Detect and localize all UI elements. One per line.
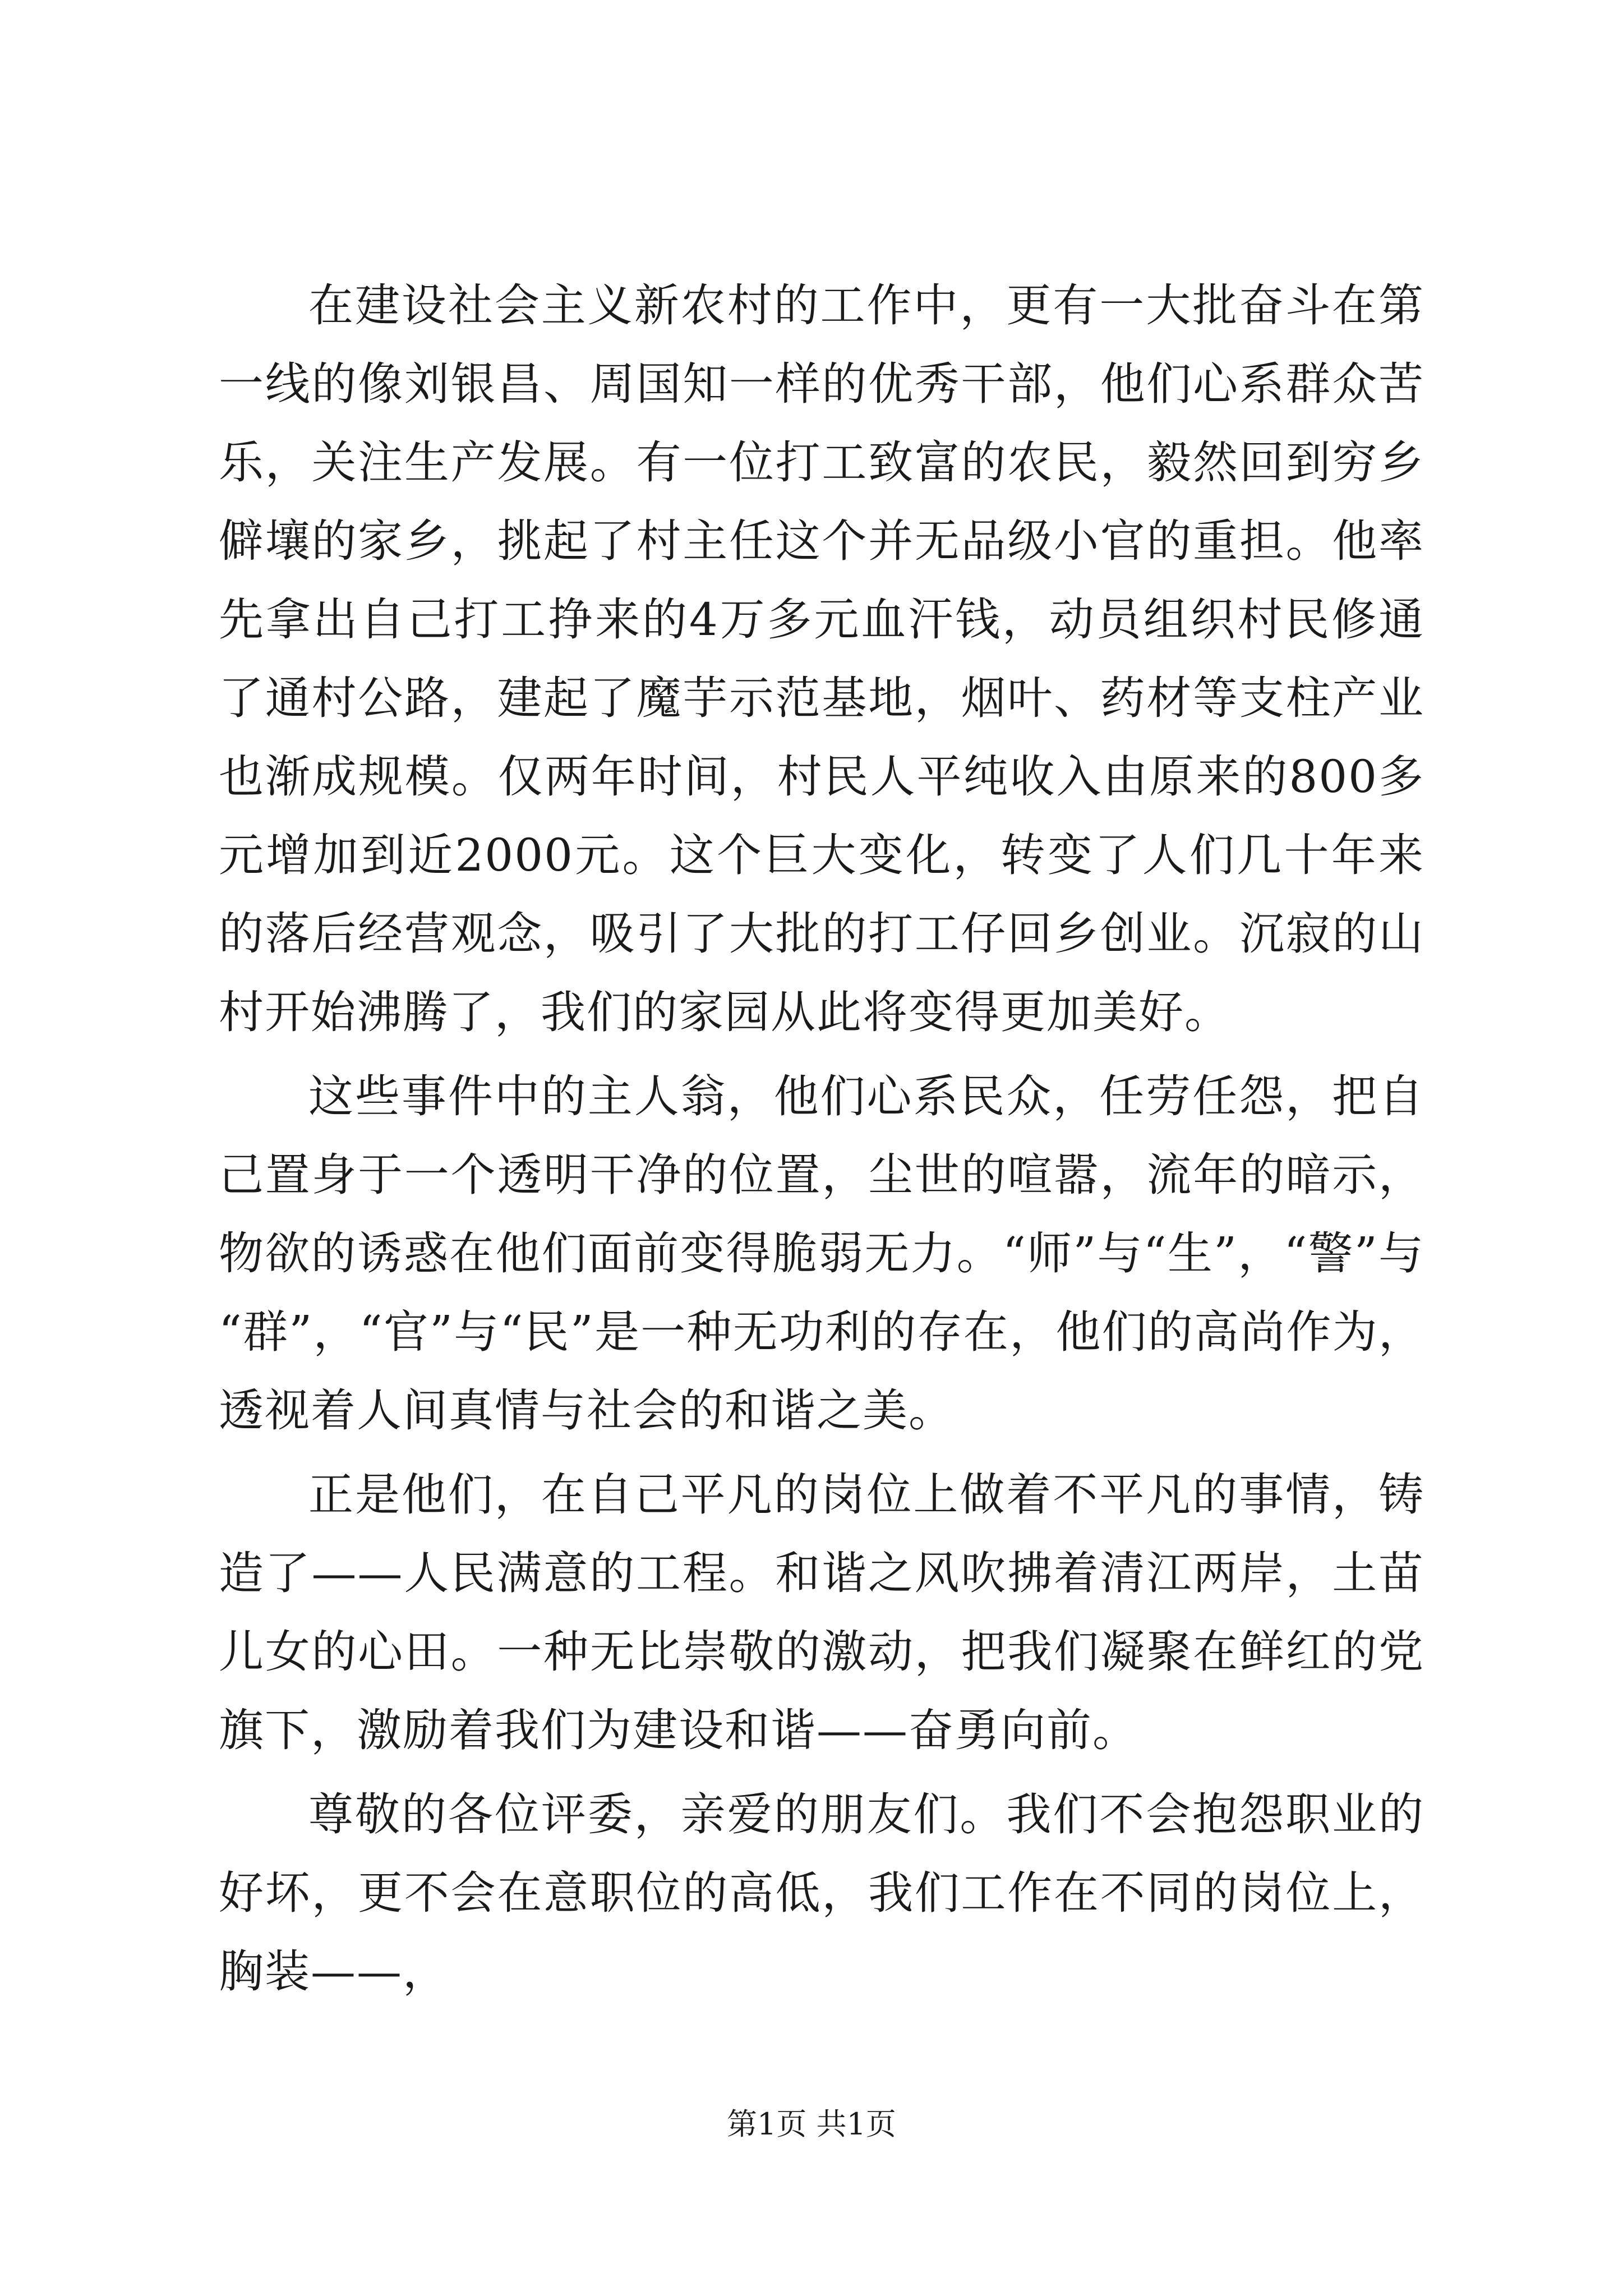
page-footer bbox=[0, 2105, 1623, 2144]
paragraph-1: 在建设社会主义新农村的工作中，更有一大批奋斗在第一线的像刘银昌、周国知一样的优秀干部，他们心系群众苦乐，关注生产发展。有一位打工致富的农民，毅然回到穷乡僻壤的家乡，挑起了村主任这个并无品级小官的重担。他率先拿出自己打工挣来的4万多元血汗钱，动员组织村民修通了通村公路，建起了魔芋示范基地，烟叶、药材等支柱产业也渐成规模。仅两年时间，村民人平纯收入由原来的800多元增加到近2000元。这个巨大变化，转变了人们几十年来的落后经营观念，吸引了大批的打工仔回乡创业。沉寂的山村开始沸腾了，我们的家园从此将变得更加美好。 bbox=[219, 279, 1424, 1038]
paragraph-4: 尊敬的各位评委，亲爱的朋友们。我们不会抱怨职业的好坏，更不会在意职位的高低，我们工作在不同的岗位上，胸装——， bbox=[219, 1788, 1424, 1998]
paragraph-3: 正是他们，在自己平凡的岗位上做着不平凡的事情，铸造了——人民满意的工程。和谐之风吹拂着清江两岸，土苗儿女的心田。一种无比崇敬的激动，把我们凝聚在鲜红的党旗下，激励着我们为建设和谐——奋勇向前。 bbox=[219, 1469, 1424, 1756]
page-number-label: 第1页 共1页 bbox=[727, 2106, 896, 2142]
paragraph-2: 这些事件中的主人翁，他们心系民众，任劳任怨，把自己置身于一个透明干净的位置，尘世的喧嚣，流年的暗示，物欲的诱惑在他们面前变得脆弱无力。“师”与“生”，“警”与“群”，“官”与“民”是一种无功利的存在，他们的高尚作为，透视着人间真情与社会的和谐之美。 bbox=[219, 1070, 1424, 1437]
document-body bbox=[219, 266, 1424, 2011]
